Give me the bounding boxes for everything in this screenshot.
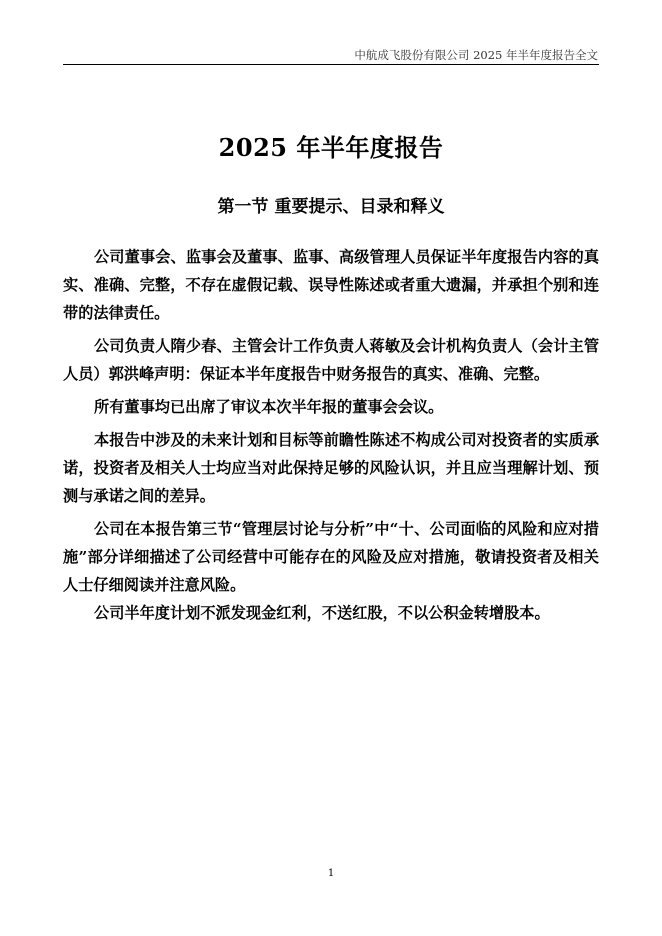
paragraph-directors-attendance: 所有董事均已出席了审议本次半年报的董事会会议。: [94, 398, 444, 416]
paragraph-forward-looking: 本报告中涉及的未来计划和目标等前瞻性陈述不构成公司对投资者的实质承诺，投资者及相关人士均应当对此保持足够的风险认识，并且应当理解计划、预测与承诺之间的差异。: [63, 431, 599, 505]
paragraph-dividend-plan: 公司半年度计划不派发现金红利，不送红股，不以公积金转增股本。: [94, 604, 550, 622]
paragraph-risk-notice: 公司在本报告第三节“管理层讨论与分析”中“十、公司面临的风险和应对措施”部分详细描述了公司经营中可能存在的风险及应对措施，敬请投资者及相关人士仔细阅读并注意风险。: [63, 520, 599, 594]
paragraph-responsible-persons: 公司负责人隋少春、主管会计工作负责人蒋敏及会计机构负责人（会计主管人员）郭洪峰声明：保证本半年度报告中财务报告的真实、准确、完整。: [63, 337, 599, 383]
body-text: [63, 243, 599, 627]
running-header: 中航成飞股份有限公司 2025 年半年度报告全文: [354, 48, 598, 62]
document-title: 2025 年半年度报告: [218, 133, 444, 162]
section-heading: 第一节 重要提示、目录和释义: [217, 197, 445, 217]
header-divider: [63, 64, 599, 65]
page-number: 1: [327, 868, 335, 879]
paragraph-board-guarantee: 公司董事会、监事会及董事、监事、高级管理人员保证半年度报告内容的真实、准确、完整，不存在虚假记载、误导性陈述或者重大遗漏，并承担个别和连带的法律责任。: [63, 248, 599, 322]
